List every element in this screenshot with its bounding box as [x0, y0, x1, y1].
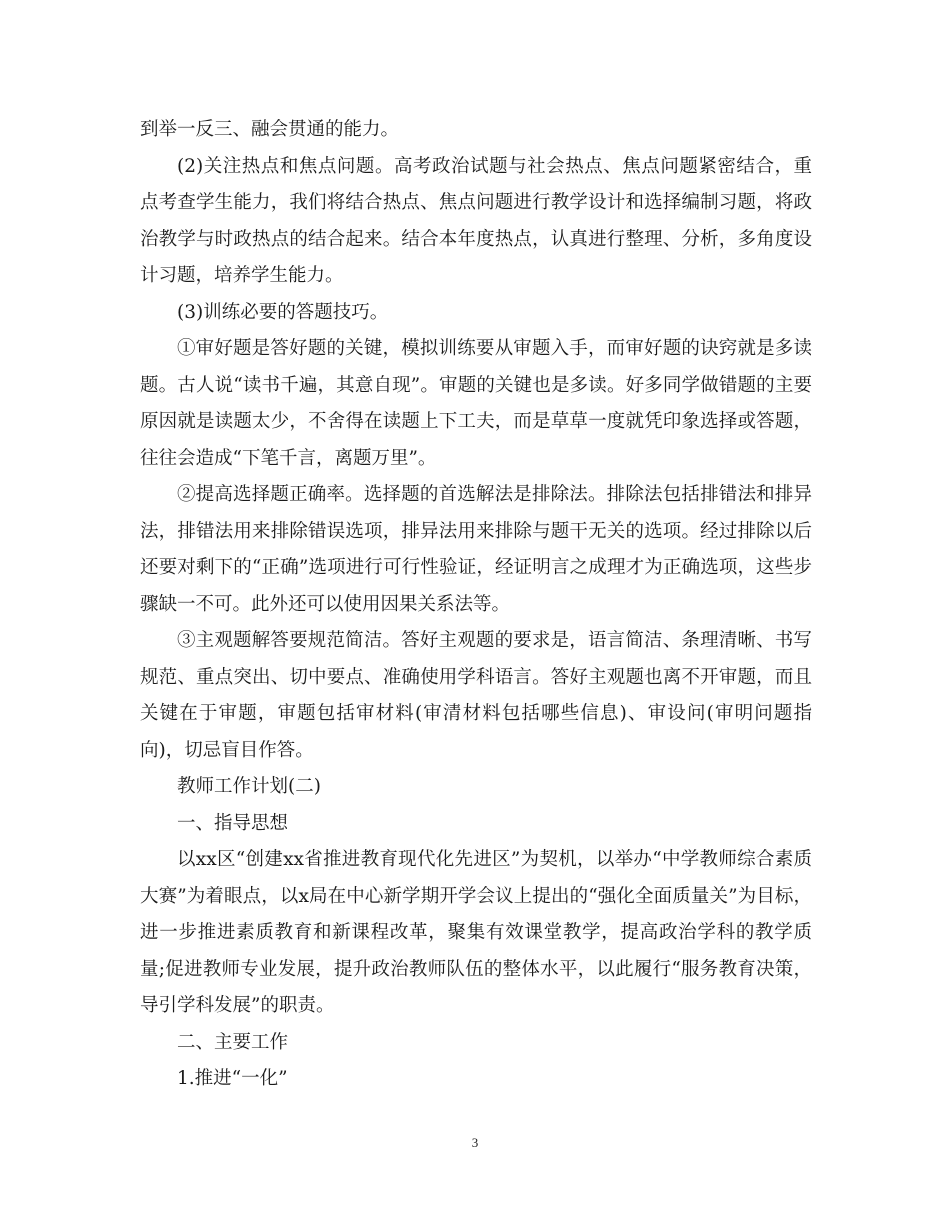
paragraph-subjective-question: ③主观题解答要规范简洁。答好主观题的要求是，语言简洁、条理清晰、书写规范、重点突出、切中要点、准确使用学科语言。答好主观题也离不开审题，而且关键在于审题，审题包括审材料(审清材料包括哪些信息)、审设问(审明问题指向)，切忌盲目作答。: [140, 630, 812, 761]
paragraph-guiding-ideology: 以xx区“创建xx省推进教育现代化先进区”为契机，以举办“中学教师综合素质大赛”为着眼点，以x局在中心新学期开学会议上提出的“强化全面质量关”为目标，进一步推进素质教育和新课程改革，聚集有效课堂教学，提高政治学科的教学质量;促进教师专业发展，提升政治教师队伍的整体水平，以此履行“服务教育决策，导引学科发展”的职责。: [140, 849, 812, 1016]
paragraph-multiple-choice: ②提高选择题正确率。选择题的首选解法是排除法。排除法包括排错法和排异法，排错法用来排除错误选项，排异法用来排除与题干无关的选项。经过排除以后还要对剩下的“正确”选项进行可行性验证，经证明言之成理才为正确选项，这些步骤缺一不可。此外还可以使用因果关系法等。: [140, 484, 812, 615]
heading-guiding-ideology: 一、指导思想: [177, 812, 289, 834]
page-body: [140, 112, 812, 1098]
heading-item-one: 1.推进“一化”: [177, 1068, 288, 1089]
page-number: 3: [471, 1135, 479, 1150]
paragraph-continuation: 到举一反三、融会贯通的能力。: [140, 119, 400, 140]
paragraph-read-question: ①审好题是答好题的关键，模拟训练要从审题入手，而审好题的诀窍就是多读题。古人说“读书千遍，其意自现”。审题的关键也是多读。好多同学做错题的主要原因就是读题太少，不舍得在读题上下工夫，而是草草一度就凭印象选择或答题，往往会造成“下笔千言，离题万里”。: [140, 338, 812, 469]
paragraph-hotspot-issues: (2)关注热点和焦点问题。高考政治试题与社会热点、焦点问题紧密结合，重点考查学生能力，我们将结合热点、焦点问题进行教学设计和选择编制习题，将政治教学与时政热点的结合起来。结合本年度热点，认真进行整理、分析，多角度设计习题，培养学生能力。: [140, 155, 812, 286]
heading-main-work: 二、主要工作: [177, 1031, 289, 1053]
paragraph-answer-skills-heading: (3)训练必要的答题技巧。: [177, 301, 389, 323]
section-title-plan-two: 教师工作计划(二): [177, 776, 321, 797]
